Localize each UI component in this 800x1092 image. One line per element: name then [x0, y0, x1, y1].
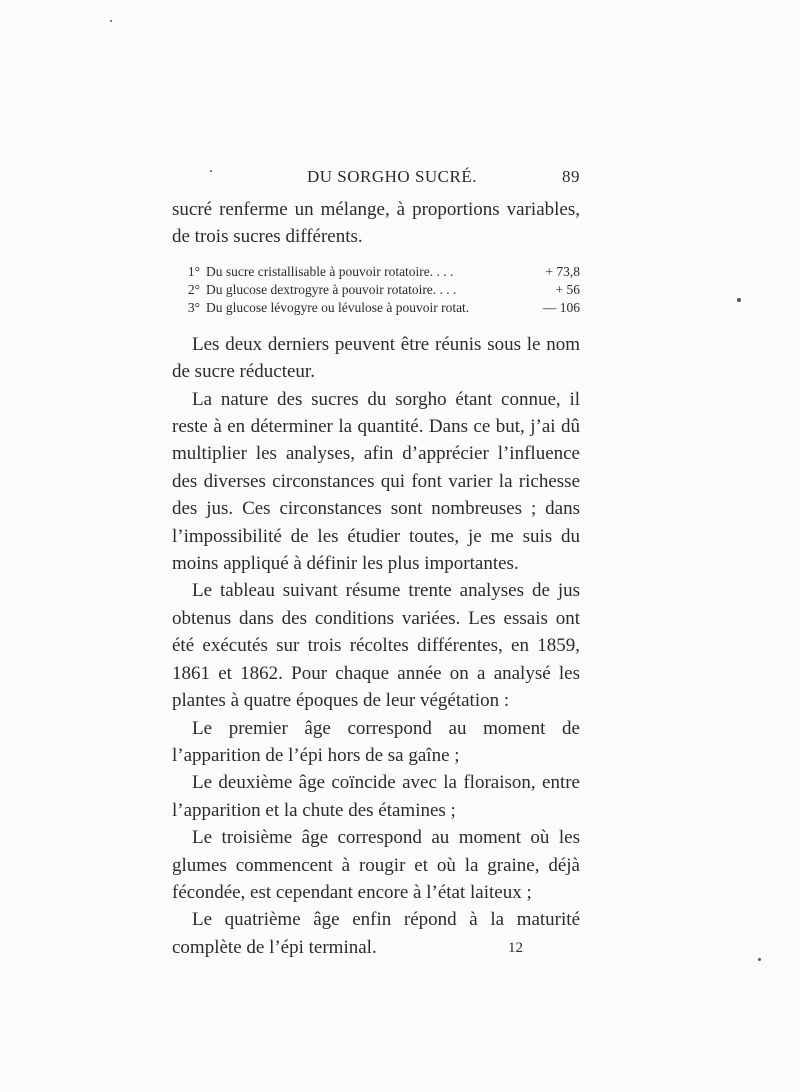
- paper-speck: [758, 958, 761, 961]
- signature-mark: 12: [508, 940, 523, 956]
- list-item-number: 3°: [187, 299, 200, 315]
- list-item: [172, 281, 580, 299]
- page-number: 89: [562, 167, 580, 186]
- intro-paragraph: sucré renferme un mélange, à proportions variables, de trois sucres différents.: [172, 199, 580, 248]
- paragraph: Le deuxième âge coïncide avec la floraison, entre l’apparition et la chute des étamines ;: [172, 772, 580, 821]
- list-item-value: + 73,8: [545, 263, 580, 279]
- paragraph: Le troisième âge correspond au moment où les glumes commencent à rougir et où la graine, déjà fécondée, est cependant encore à l’état laiteux ;: [172, 827, 580, 903]
- paragraph: La nature des sucres du sorgho étant connue, il reste à en déterminer la quantité. Dans ce but, j’ai dû multiplier les analyses, afin d’apprécier l’influence des diverses circonstances qui font varier la richesse des jus. Ces circonstances sont nombreuses ; dans l’impossibilité de les étudier toutes, je me suis du moins appliqué à définir les plus importantes.: [172, 388, 580, 575]
- paper-speck: [210, 170, 212, 172]
- paper-speck: [737, 298, 741, 302]
- list-item-label: Du glucose dextrogyre à pouvoir rotatoire. . . .: [206, 281, 457, 297]
- paragraph: Le tableau suivant résume trente analyses de jus obtenus dans des conditions variées. Les essais ont été exécutés sur trois récoltes différentes, en 1859, 1861 et 1862. Pour chaque année on a analysé les plantes à quatre époques de leur végétation :: [172, 580, 580, 712]
- paragraph: Le quatrième âge enfin répond à la maturité complète de l’épi terminal.: [172, 909, 580, 958]
- list-item: [172, 299, 580, 317]
- paragraph: Le premier âge correspond au moment de l’apparition de l’épi hors de sa gaîne ;: [172, 717, 580, 766]
- running-title: DU SORGHO SUCRÉ.: [307, 167, 477, 186]
- page-header: [172, 167, 580, 191]
- list-item-value: + 56: [555, 281, 580, 297]
- list-item-label: Du sucre cristallisable à pouvoir rotatoire. . . .: [206, 263, 454, 279]
- list-item-number: 1°: [187, 263, 200, 279]
- paragraph: Les deux derniers peuvent être réunis sous le nom de sucre réducteur.: [172, 333, 580, 383]
- body-text: [172, 196, 580, 961]
- list-item-number: 2°: [187, 281, 200, 297]
- sugar-list: [172, 263, 580, 317]
- list-item-label: Du glucose lévogyre ou lévulose à pouvoir rotat.: [206, 299, 470, 315]
- paper-speck: [110, 20, 112, 22]
- list-item: [172, 263, 580, 281]
- list-item-value: — 106: [542, 299, 580, 315]
